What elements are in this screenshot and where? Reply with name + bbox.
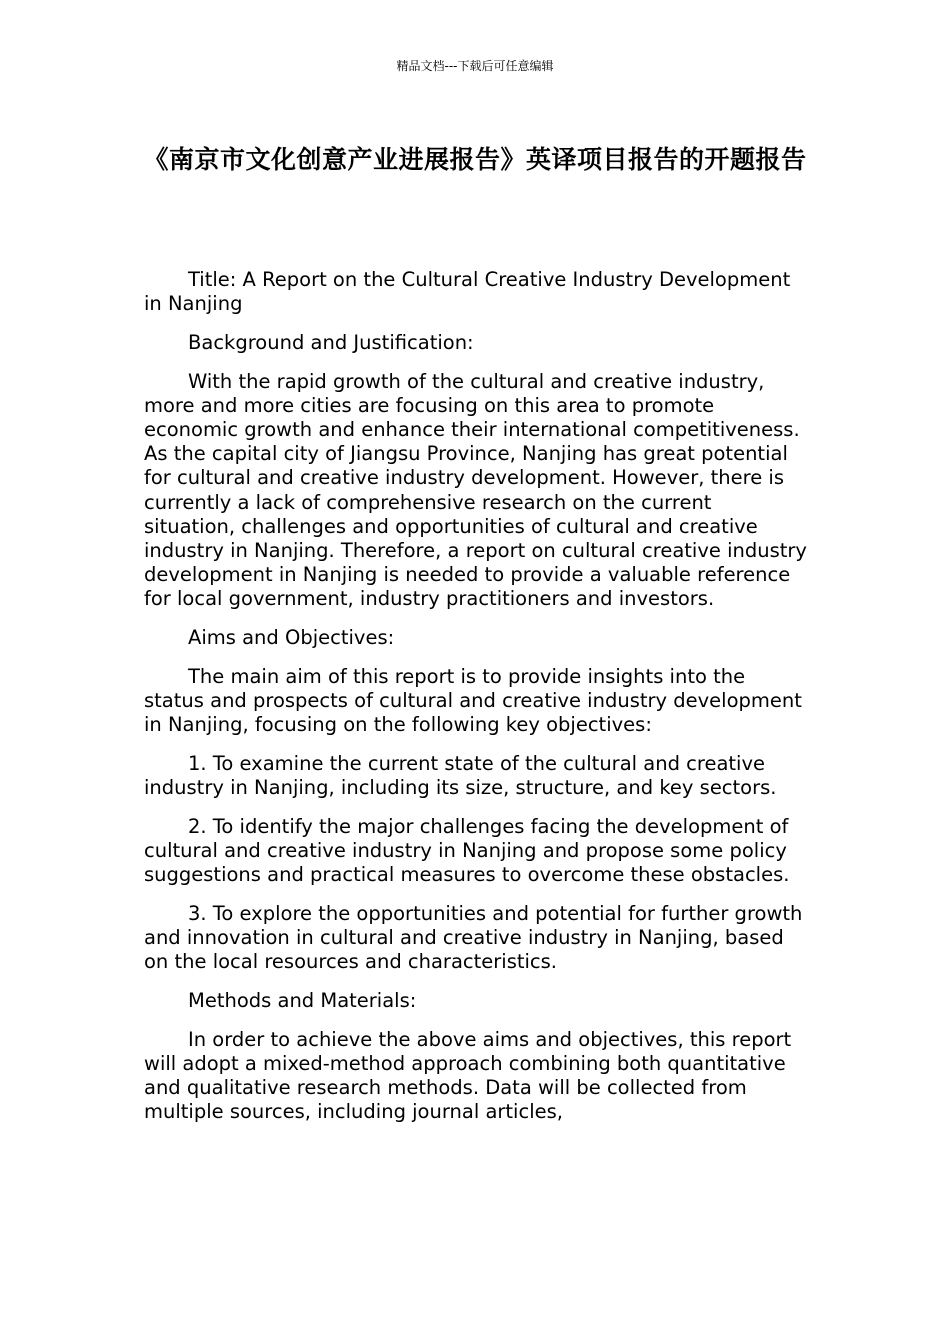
document-body: [144, 268, 808, 1139]
paragraph-methods: In order to achieve the above aims and objectives, this report will adopt a mixed-method approach combining both quantitative and qualitative research methods. Data will be collected from multiple sources, including journal articles,: [144, 1027, 792, 1124]
header-note: 精品文档---下载后可任意编辑: [396, 59, 554, 73]
objective-3: 3. To explore the opportunities and potential for further growth and innovation in cultural and creative industry in Nanjing, based on the local resources and characteristics.: [144, 901, 803, 974]
document-title: 《南京市文化创意产业进展报告》英译项目报告的开题报告: [143, 145, 807, 174]
paragraph-background: With the rapid growth of the cultural and creative industry, more and more cities are focusing on this area to promote economic growth and enhance their international competitiveness. As the capital city of Jiangsu Province, Nanjing has great potential for cultural and creative industry development. However, there is currently a lack of comprehensive research on the current situation, challenges and opportunities of cultural and creative industry in Nanjing. Therefore, a report on cultural creative industry development in Nanjing is needed to provide a valuable reference for local government, industry practitioners and investors.: [144, 369, 807, 611]
heading-background: Background and Justification:: [188, 330, 474, 354]
paragraph-aims: The main aim of this report is to provide insights into the status and prospects of cultural and creative industry development in Nanjing, focusing on the following key objectives:: [144, 664, 802, 737]
heading-aims: Aims and Objectives:: [188, 626, 395, 650]
heading-methods: Methods and Materials:: [188, 989, 417, 1013]
paragraph-title: Title: A Report on the Cultural Creative Industry Development in Nanjing: [144, 268, 791, 316]
objective-2: 2. To identify the major challenges facing the development of cultural and creative industry in Nanjing and propose some policy suggestions and practical measures to overcome these obstacles.: [144, 814, 790, 887]
objective-1: 1. To examine the current state of the cultural and creative industry in Nanjing, including its size, structure, and key sectors.: [144, 751, 777, 800]
